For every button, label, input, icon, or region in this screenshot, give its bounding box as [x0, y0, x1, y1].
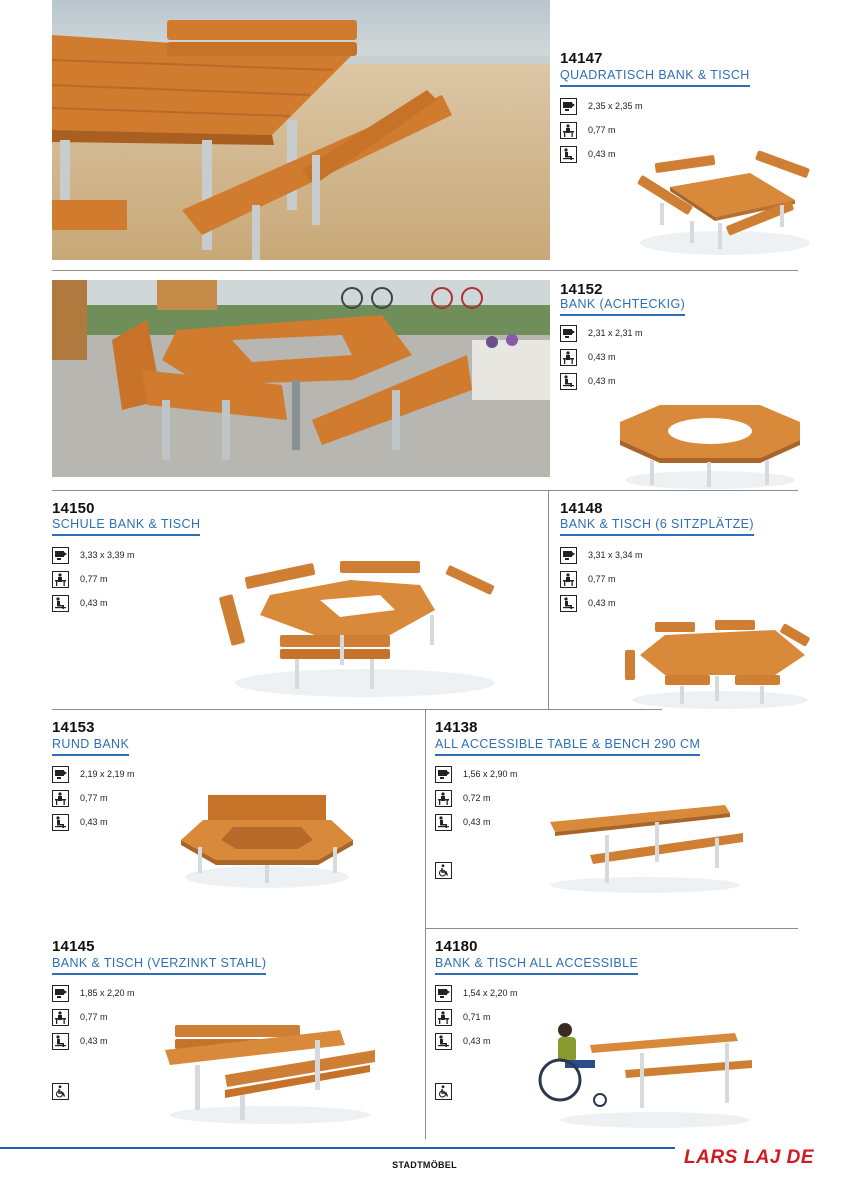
- product-image: [630, 155, 815, 260]
- table-height-icon: [435, 1009, 452, 1026]
- spec-table-height: 0,77 m: [52, 789, 108, 807]
- product-number: 14152: [560, 281, 603, 298]
- spec-size: 2,31 x 2,31 m: [560, 324, 643, 342]
- product-number: 14138: [435, 719, 478, 736]
- dimensions-icon: [560, 98, 577, 115]
- table-height-icon: [435, 790, 452, 807]
- spec-size: 1,85 x 2,20 m: [52, 984, 135, 1002]
- product-image: [165, 1010, 375, 1125]
- divider: [425, 709, 426, 1139]
- divider: [52, 490, 798, 491]
- seat-height-icon: [52, 814, 69, 831]
- divider: [52, 270, 798, 271]
- spec-table-height: 0,77 m: [52, 1008, 108, 1026]
- product-number: 14180: [435, 938, 478, 955]
- table-height-icon: [560, 571, 577, 588]
- dimensions-icon: [52, 766, 69, 783]
- spec-size: 2,35 x 2,35 m: [560, 97, 643, 115]
- product-number: 14153: [52, 719, 95, 736]
- product-name: QUADRATISCH BANK & TISCH: [560, 68, 750, 87]
- product-name: BANK & TISCH (VERZINKT STAHL): [52, 956, 266, 975]
- patio-photo: [52, 280, 550, 477]
- table-height-icon: [560, 122, 577, 139]
- spec-table-height: 0,77 m: [560, 570, 616, 588]
- wheelchair-icon: [435, 862, 452, 879]
- seat-height-icon: [560, 146, 577, 163]
- product-number: 14147: [560, 50, 603, 67]
- product-image: [530, 1015, 755, 1130]
- product-image: [545, 800, 745, 895]
- seat-height-icon: [560, 595, 577, 612]
- seat-height-icon: [52, 1033, 69, 1050]
- spec-seat-height: 0,43 m: [560, 145, 616, 163]
- spec-seat-height: 0,43 m: [435, 1032, 491, 1050]
- product-name: ALL ACCESSIBLE TABLE & BENCH 290 CM: [435, 737, 700, 756]
- product-number: 14145: [52, 938, 95, 955]
- spec-size: 1,56 x 2,90 m: [435, 765, 518, 783]
- product-image: [178, 785, 356, 890]
- spec-size: 1,54 x 2,20 m: [435, 984, 518, 1002]
- spec-seat-height: 0,43 m: [435, 813, 491, 831]
- dimensions-icon: [52, 547, 69, 564]
- product-name: SCHULE BANK & TISCH: [52, 517, 200, 536]
- spec-size: 2,19 x 2,19 m: [52, 765, 135, 783]
- footer-category: STADTMÖBEL: [392, 1160, 457, 1170]
- divider: [548, 490, 549, 709]
- spec-seat-height: 0,43 m: [560, 372, 616, 390]
- wheelchair-icon: [52, 1083, 69, 1100]
- spec-seat-height: 0,43 m: [560, 594, 616, 612]
- dimensions-icon: [560, 325, 577, 342]
- spec-table-height: 0,71 m: [435, 1008, 491, 1026]
- table-height-icon: [52, 571, 69, 588]
- table-height-icon: [560, 349, 577, 366]
- product-name: RUND BANK: [52, 737, 129, 756]
- product-image: [625, 620, 815, 710]
- spec-size: 3,33 x 3,39 m: [52, 546, 135, 564]
- product-name: BANK (ACHTECKIG): [560, 297, 685, 316]
- brand-logo: LARS LAJ DE: [684, 1147, 815, 1168]
- dimensions-icon: [560, 547, 577, 564]
- spec-seat-height: 0,43 m: [52, 813, 108, 831]
- dimensions-icon: [435, 766, 452, 783]
- divider: [52, 709, 662, 710]
- divider: [425, 928, 798, 929]
- table-height-icon: [52, 1009, 69, 1026]
- spec-seat-height: 0,43 m: [52, 1032, 108, 1050]
- seat-height-icon: [560, 373, 577, 390]
- beach-photo: [52, 0, 550, 260]
- product-name: BANK & TISCH (6 SITZPLÄTZE): [560, 517, 754, 536]
- product-image: [615, 400, 805, 490]
- product-name: BANK & TISCH ALL ACCESSIBLE: [435, 956, 638, 975]
- spec-table-height: 0,43 m: [560, 348, 616, 366]
- seat-height-icon: [435, 814, 452, 831]
- spec-size: 3,31 x 3,34 m: [560, 546, 643, 564]
- product-number: 14148: [560, 500, 603, 517]
- product-number: 14150: [52, 500, 95, 517]
- spec-table-height: 0,77 m: [560, 121, 616, 139]
- table-height-icon: [52, 790, 69, 807]
- spec-table-height: 0,72 m: [435, 789, 491, 807]
- footer-line: [0, 1147, 675, 1149]
- product-image: [220, 555, 505, 700]
- wheelchair-icon: [435, 1083, 452, 1100]
- dimensions-icon: [52, 985, 69, 1002]
- dimensions-icon: [435, 985, 452, 1002]
- spec-table-height: 0,77 m: [52, 570, 108, 588]
- seat-height-icon: [435, 1033, 452, 1050]
- seat-height-icon: [52, 595, 69, 612]
- spec-seat-height: 0,43 m: [52, 594, 108, 612]
